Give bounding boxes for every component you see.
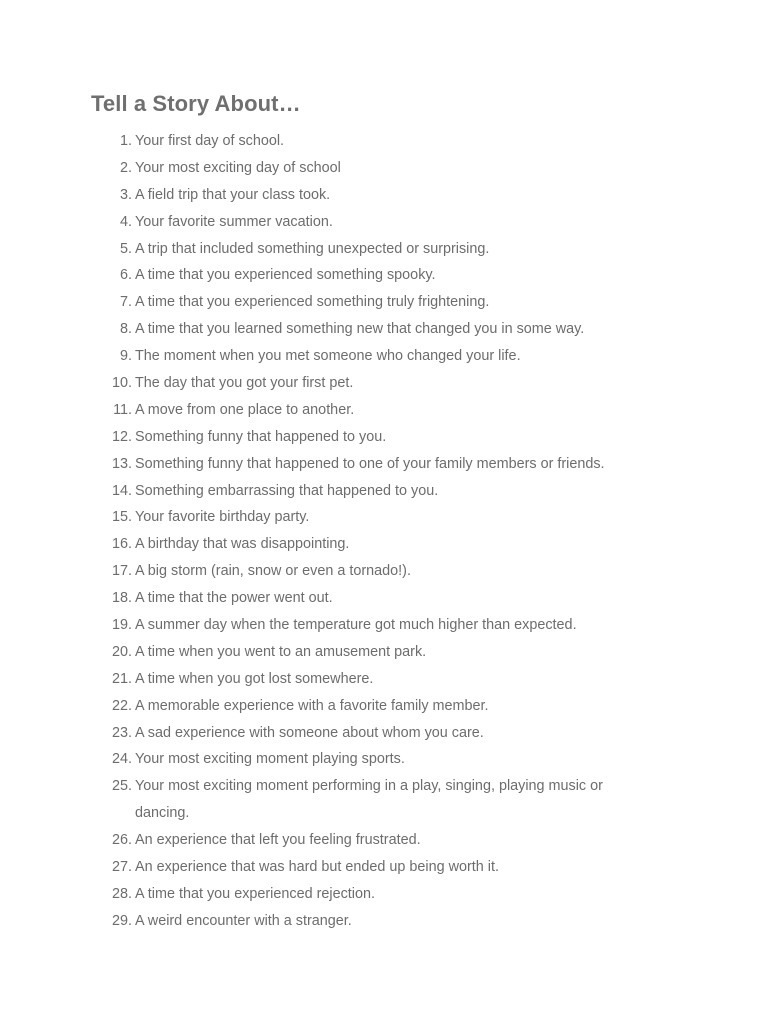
- list-item: [0, 236, 768, 263]
- list-item: [0, 746, 768, 773]
- list-item: [0, 531, 768, 558]
- list-item-text: Your most exciting moment playing sports.: [135, 751, 405, 768]
- list-item: [0, 478, 768, 505]
- list-item-number: 21.: [111, 670, 132, 687]
- list-item-text: Your favorite summer vacation.: [135, 213, 333, 230]
- list-item-text: A time that you experienced rejection.: [135, 885, 375, 902]
- list-item-text: The moment when you met someone who changed your life.: [135, 348, 521, 365]
- list-item: [0, 316, 768, 343]
- list-item: [0, 182, 768, 209]
- list-item-number: 22.: [111, 697, 132, 714]
- list-item-text: Something funny that happened to you.: [135, 428, 387, 445]
- list-item-number: 16.: [111, 536, 132, 553]
- list-item-number: 10.: [111, 375, 132, 392]
- list-item-number: 6.: [119, 267, 132, 284]
- list-item-number: 9.: [119, 348, 132, 365]
- list-item-number: 2.: [119, 159, 132, 176]
- list-item: [0, 639, 768, 666]
- list-item-text: An experience that was hard but ended up being worth it.: [135, 859, 500, 876]
- list-item: [0, 908, 768, 935]
- list-item-text: A memorable experience with a favorite family member.: [135, 697, 489, 714]
- list-item-text: A field trip that your class took.: [135, 186, 331, 203]
- list-item-number: 8.: [119, 321, 132, 338]
- list-item-number: 11.: [113, 401, 132, 418]
- list-item: [0, 827, 768, 854]
- list-item: [0, 397, 768, 424]
- list-item-text: A time when you went to an amusement park.: [135, 643, 427, 660]
- list-item-text: Something embarrassing that happened to you.: [135, 482, 439, 499]
- list-item-number: 28.: [111, 885, 132, 902]
- list-item-text: A trip that included something unexpected or surprising.: [135, 240, 490, 257]
- list-item-number: 29.: [111, 912, 132, 929]
- list-item-number: 19.: [111, 617, 132, 634]
- list-item-text: A time that you experienced something truly frightening.: [135, 294, 490, 311]
- list-item: [0, 693, 768, 720]
- list-item-text: A summer day when the temperature got much higher than expected.: [135, 617, 577, 634]
- list-item-text: Your most exciting moment performing in a play, singing, playing music or dancing.: [135, 778, 603, 822]
- list-item: [0, 612, 768, 639]
- list-item-text: A sad experience with someone about whom you care.: [135, 724, 484, 741]
- list-item-number: 27.: [111, 859, 132, 876]
- list-item: [0, 209, 768, 236]
- list-item-number: 4.: [119, 213, 132, 230]
- list-item-number: 1.: [119, 133, 132, 149]
- list-item: [0, 773, 768, 827]
- list-item-number: 3.: [119, 186, 132, 203]
- list-item-text: A birthday that was disappointing.: [135, 536, 350, 553]
- list-item-text: The day that you got your first pet.: [135, 375, 354, 392]
- list-item: [0, 370, 768, 397]
- list-item-number: 17.: [111, 563, 132, 580]
- list-item-text: An experience that left you feeling frustrated.: [135, 832, 421, 849]
- list-item-text: A time when you got lost somewhere.: [135, 670, 374, 687]
- list-item-number: 12.: [111, 428, 132, 445]
- list-item: [0, 881, 768, 908]
- list-item-text: Your favorite birthday party.: [135, 509, 310, 526]
- list-item: [0, 262, 768, 289]
- list-item: [0, 666, 768, 693]
- story-prompt-list: [0, 128, 768, 935]
- list-item: [0, 155, 768, 182]
- list-item-number: 26.: [111, 832, 132, 849]
- list-item: [0, 558, 768, 585]
- list-item-number: 25.: [111, 778, 132, 795]
- list-item-number: 23.: [111, 724, 132, 741]
- list-item: [0, 854, 768, 881]
- list-item-number: 24.: [111, 751, 132, 768]
- list-item: [0, 504, 768, 531]
- list-item-text: A weird encounter with a stranger.: [135, 912, 352, 929]
- list-item-number: 14.: [111, 482, 132, 499]
- list-item: [0, 289, 768, 316]
- list-item-text: Something funny that happened to one of your family members or friends.: [135, 455, 605, 472]
- list-item: [0, 424, 768, 451]
- list-item: [0, 585, 768, 612]
- list-item-text: A big storm (rain, snow or even a tornado!).: [135, 563, 411, 580]
- page-title: Tell a Story About…: [91, 91, 301, 116]
- list-item-text: A move from one place to another.: [135, 401, 355, 418]
- list-item: [0, 451, 768, 478]
- list-item-text: A time that you learned something new that changed you in some way.: [135, 321, 585, 338]
- list-item-text: Your most exciting day of school: [135, 159, 341, 176]
- list-item-text: Your first day of school.: [135, 133, 285, 149]
- list-item-number: 20.: [111, 643, 132, 660]
- list-item-number: 5.: [119, 240, 132, 257]
- list-item-number: 13.: [111, 455, 132, 472]
- list-item-number: 7.: [119, 294, 132, 311]
- list-item-text: A time that you experienced something spooky.: [135, 267, 436, 284]
- list-item-text: A time that the power went out.: [135, 590, 333, 607]
- list-item-number: 18.: [111, 590, 132, 607]
- list-item: [0, 343, 768, 370]
- list-item: [0, 128, 768, 155]
- list-item-number: 15.: [111, 509, 132, 526]
- list-item: [0, 720, 768, 747]
